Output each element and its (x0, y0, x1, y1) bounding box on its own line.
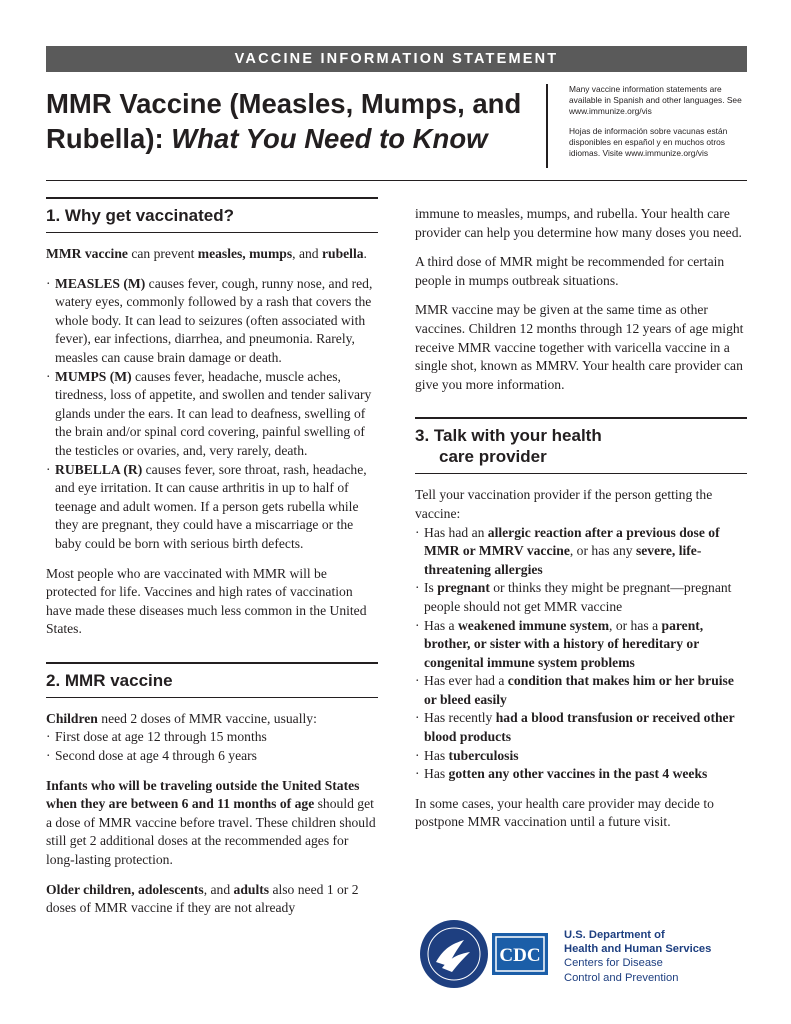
left-column (46, 197, 378, 929)
list-item: · Is pregnant or thinks they might be pregnant—pregnant people should not get MMR vaccine (415, 580, 732, 614)
section-1-intro: MMR vaccine can prevent measles, mumps, and rubella. (46, 246, 367, 261)
section-2-heading: 2. MMR vaccine (46, 662, 378, 698)
list-item-rubella: · RUBELLA (R) causes fever, sore throat, rash, headache, and eye irritation. It can cause arthritis in up to half of teenage and adult women. If a person gets rubella while they are pregnant, they could have a miscarriage or the baby could be born with serious birth defects. (46, 461, 367, 551)
same-time-paragraph: MMR vaccine may be given at the same time as other vaccines. Children 12 months through 12 years of age might receive MMR vaccine together with varicella vaccine in a single shot, known as MMRV. Your health care provider can give you more information. (415, 302, 744, 392)
children-doses-intro: Children need 2 doses of MMR vaccine, usually: (46, 710, 317, 726)
section-3-heading: 3. Talk with your health care provider (415, 417, 747, 474)
svg-text:CDC: CDC (499, 945, 541, 966)
list-item: · Has recently had a blood transfusion or received other blood products (415, 710, 735, 745)
list-item: · Has a weakened immune system, or has a parent, brother, or sister with a history of hereditary or congenital immune system problems (415, 617, 704, 670)
list-item: · Has ever had a condition that makes him or her bruise or bleed easily (415, 673, 734, 707)
header-divider (46, 180, 747, 181)
page-title (46, 86, 566, 156)
list-item-first-dose: · First dose at age 12 through 15 months (46, 729, 267, 745)
hhs-name-line-2: Health and Human Services (564, 943, 712, 956)
list-item-second-dose: · Second dose at age 4 through 6 years (46, 748, 257, 764)
infants-travel-paragraph: Infants who will be traveling outside the United States when they are between 6 and 11 months of age should get a dose of MMR vaccine before travel. These children should still get 2 additional doses at the recommended ages for long-lasting protection. (46, 777, 376, 868)
language-note (569, 84, 749, 168)
section-3-intro: Tell your vaccination provider if the person getting the vaccine: (415, 487, 713, 521)
disease-list (46, 275, 378, 554)
cdc-name-line-2: Control and Prevention (564, 971, 679, 984)
dose-schedule-list (46, 728, 378, 765)
list-item: · Has gotten any other vaccines in the past 4 weeks (415, 766, 708, 782)
hhs-seal-icon (420, 920, 488, 988)
right-column (415, 205, 747, 843)
hhs-name-line-1: U.S. Department of (564, 929, 665, 941)
title-divider (546, 84, 548, 168)
agency-logos (418, 918, 552, 995)
third-dose-paragraph: A third dose of MMR might be recommended for certain people in mumps outbreak situations. (415, 254, 725, 288)
list-item-mumps: · MUMPS (M) causes fever, headache, muscle aches, tiredness, loss of appetite, and swollen and tender salivary glands under the ears. It can lead to deafness, swelling of the brain and/or spinal cord covering, painful swelling of the testicles or ovaries, and, very rarely, death. (46, 368, 372, 458)
title-emphasis: What You Need to Know (171, 123, 488, 154)
vis-banner: VACCINE INFORMATION STATEMENT (46, 46, 747, 72)
section-1-heading: 1. Why get vaccinated? (46, 197, 378, 233)
cdc-logo-icon (492, 933, 548, 975)
section-2-continued: immune to measles, mumps, and rubella. Your health care provider can help you determine how many doses you need. (415, 206, 742, 240)
section-1-closing: Most people who are vaccinated with MMR will be protected for life. Vaccines and high rates of vaccination have made these diseases much less common in the United States. (46, 565, 367, 637)
list-item: · Has tuberculosis (415, 747, 519, 763)
language-note-spanish: Hojas de información sobre vacunas están disponibles en español y en muchos otros idiomas. Visite www.immunize.org/vis (569, 126, 728, 158)
cdc-name-line-1: Centers for Disease (564, 957, 663, 970)
section-3-closing: In some cases, your health care provider may decide to postpone MMR vaccination until a future visit. (415, 795, 714, 830)
provider-checklist (415, 524, 747, 784)
list-item-measles: · MEASLES (M) causes fever, cough, runny nose, and red, watery eyes, commonly followed by a rash that covers the whole body. It can lead to seizures (often associated with fever), ear infections, diarrhea, and pneumonia. Rarely, measles can cause brain damage or death. (46, 275, 373, 365)
list-item: · Has had an allergic reaction after a previous dose of MMR or MMRV vaccine, or has any severe, life-threatening allergies (415, 524, 720, 577)
title-main: MMR Vaccine (Measles, Mumps, and Rubella): (46, 88, 522, 154)
agency-names (564, 928, 711, 985)
older-children-paragraph: Older children, adolescents, and adults also need 1 or 2 doses of MMR vaccine if they are not already (46, 881, 359, 916)
language-note-english: Many vaccine information statements are available in Spanish and other languages. See www.immunize.org/vis (569, 84, 742, 116)
